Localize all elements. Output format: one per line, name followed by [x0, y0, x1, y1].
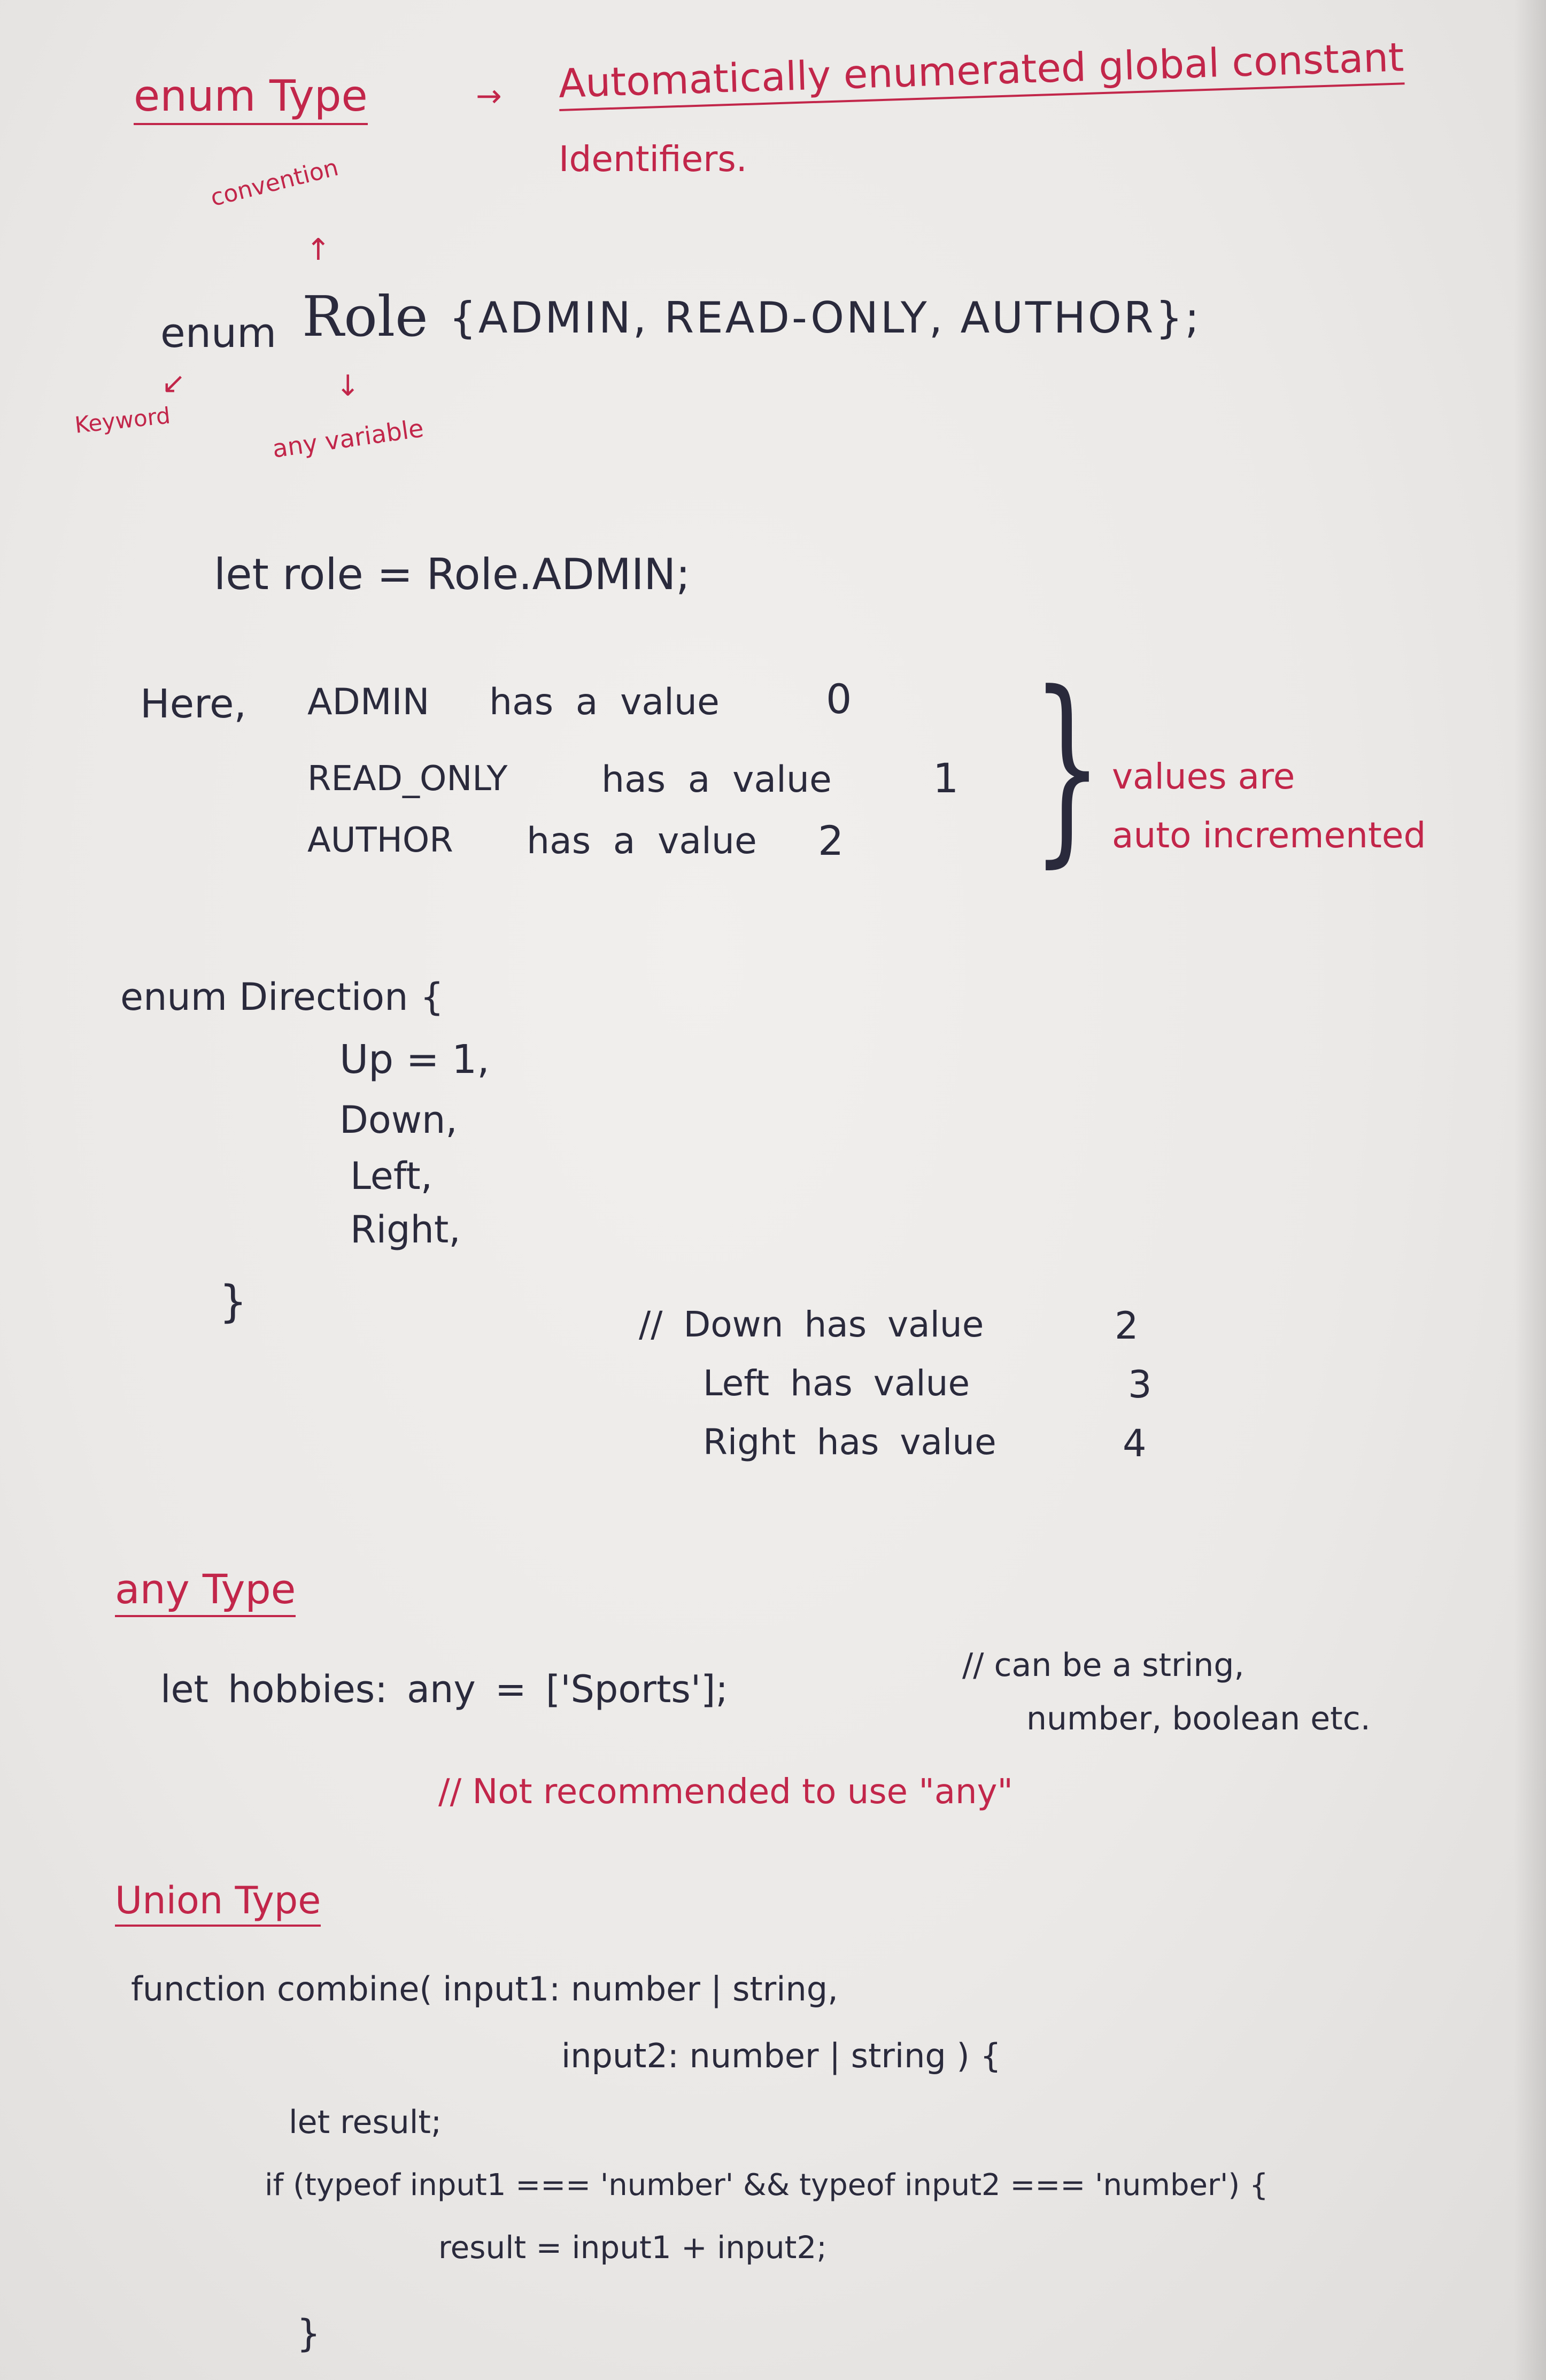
union-type-heading: Union Type — [115, 1882, 321, 1927]
direction-comment-right: Right has value — [703, 1421, 996, 1463]
direction-closing-brace: } — [219, 1277, 248, 1327]
closing-brace-icon: } — [1032, 648, 1103, 885]
page-edge-shadow — [1514, 0, 1546, 2380]
union-code-line-2: input2: number | string ) { — [561, 2036, 1001, 2075]
role-usage-line: let role = Role.ADMIN; — [214, 550, 691, 599]
direction-enum-header: enum Direction { — [120, 975, 444, 1019]
enum-definition-line1: Automatically enumerated global constant — [558, 37, 1405, 111]
direction-comment-down-value: 2 — [1115, 1304, 1139, 1348]
enum-keyword: enum — [160, 309, 277, 357]
value-number-admin: 0 — [826, 675, 852, 723]
union-code-line-4: if (typeof input1 === 'number' && typeof input2 === 'number') { — [265, 2168, 1269, 2203]
direction-member-down: Down, — [339, 1098, 458, 1142]
convention-annotation: convention — [207, 153, 342, 212]
up-arrow-icon: ↑ — [306, 233, 331, 267]
down-arrow-icon: ↓ — [336, 369, 360, 403]
value-name-author: AUTHOR — [307, 821, 453, 860]
keyword-annotation: Keyword — [73, 402, 172, 438]
value-name-admin: ADMIN — [307, 681, 430, 723]
value-name-read-only: READ_ONLY — [307, 759, 508, 799]
down-left-arrow-icon: ↙ — [161, 366, 186, 400]
union-code-line-6: } — [297, 2312, 321, 2355]
enum-definition-line2: Identifiers. — [559, 138, 747, 180]
any-type-code: let hobbies: any = ['Sports']; — [160, 1667, 729, 1711]
any-type-warning-note: // Not recommended to use "any" — [438, 1772, 1013, 1812]
direction-comment-down: // Down has value — [639, 1304, 984, 1345]
direction-member-left: Left, — [350, 1154, 432, 1198]
auto-increment-note-line1: values are — [1112, 756, 1295, 797]
value-number-author: 2 — [818, 817, 844, 864]
direction-member-up: Up = 1, — [339, 1037, 490, 1083]
enum-type-heading: enum Type — [134, 75, 368, 125]
auto-increment-note-line2: auto incremented — [1112, 815, 1426, 856]
definition-arrow: → — [476, 78, 502, 114]
direction-member-right: Right, — [350, 1208, 461, 1251]
any-type-heading: any Type — [115, 1569, 296, 1617]
here-label: Here, — [140, 681, 247, 727]
value-number-read-only: 1 — [933, 754, 959, 802]
value-has-read-only: has a value — [601, 759, 832, 801]
variable-annotation: any variable — [270, 413, 426, 463]
direction-comment-right-value: 4 — [1123, 1421, 1147, 1465]
any-type-comment-line2: number, boolean etc. — [1026, 1700, 1371, 1737]
any-type-comment-line1: // can be a string, — [962, 1647, 1244, 1684]
enum-role-name: Role — [302, 284, 428, 349]
value-has-author: has a value — [527, 820, 757, 862]
value-has-admin: has a value — [489, 681, 720, 723]
union-code-line-3: let result; — [289, 2104, 442, 2141]
enum-role-body: {ADMIN, READ-ONLY, AUTHOR}; — [449, 293, 1202, 343]
union-code-line-1: function combine( input1: number | string, — [131, 1969, 838, 2008]
direction-comment-left-value: 3 — [1128, 1363, 1152, 1407]
direction-comment-left: Left has value — [703, 1363, 970, 1404]
union-code-line-5: result = input1 + input2; — [438, 2229, 827, 2266]
